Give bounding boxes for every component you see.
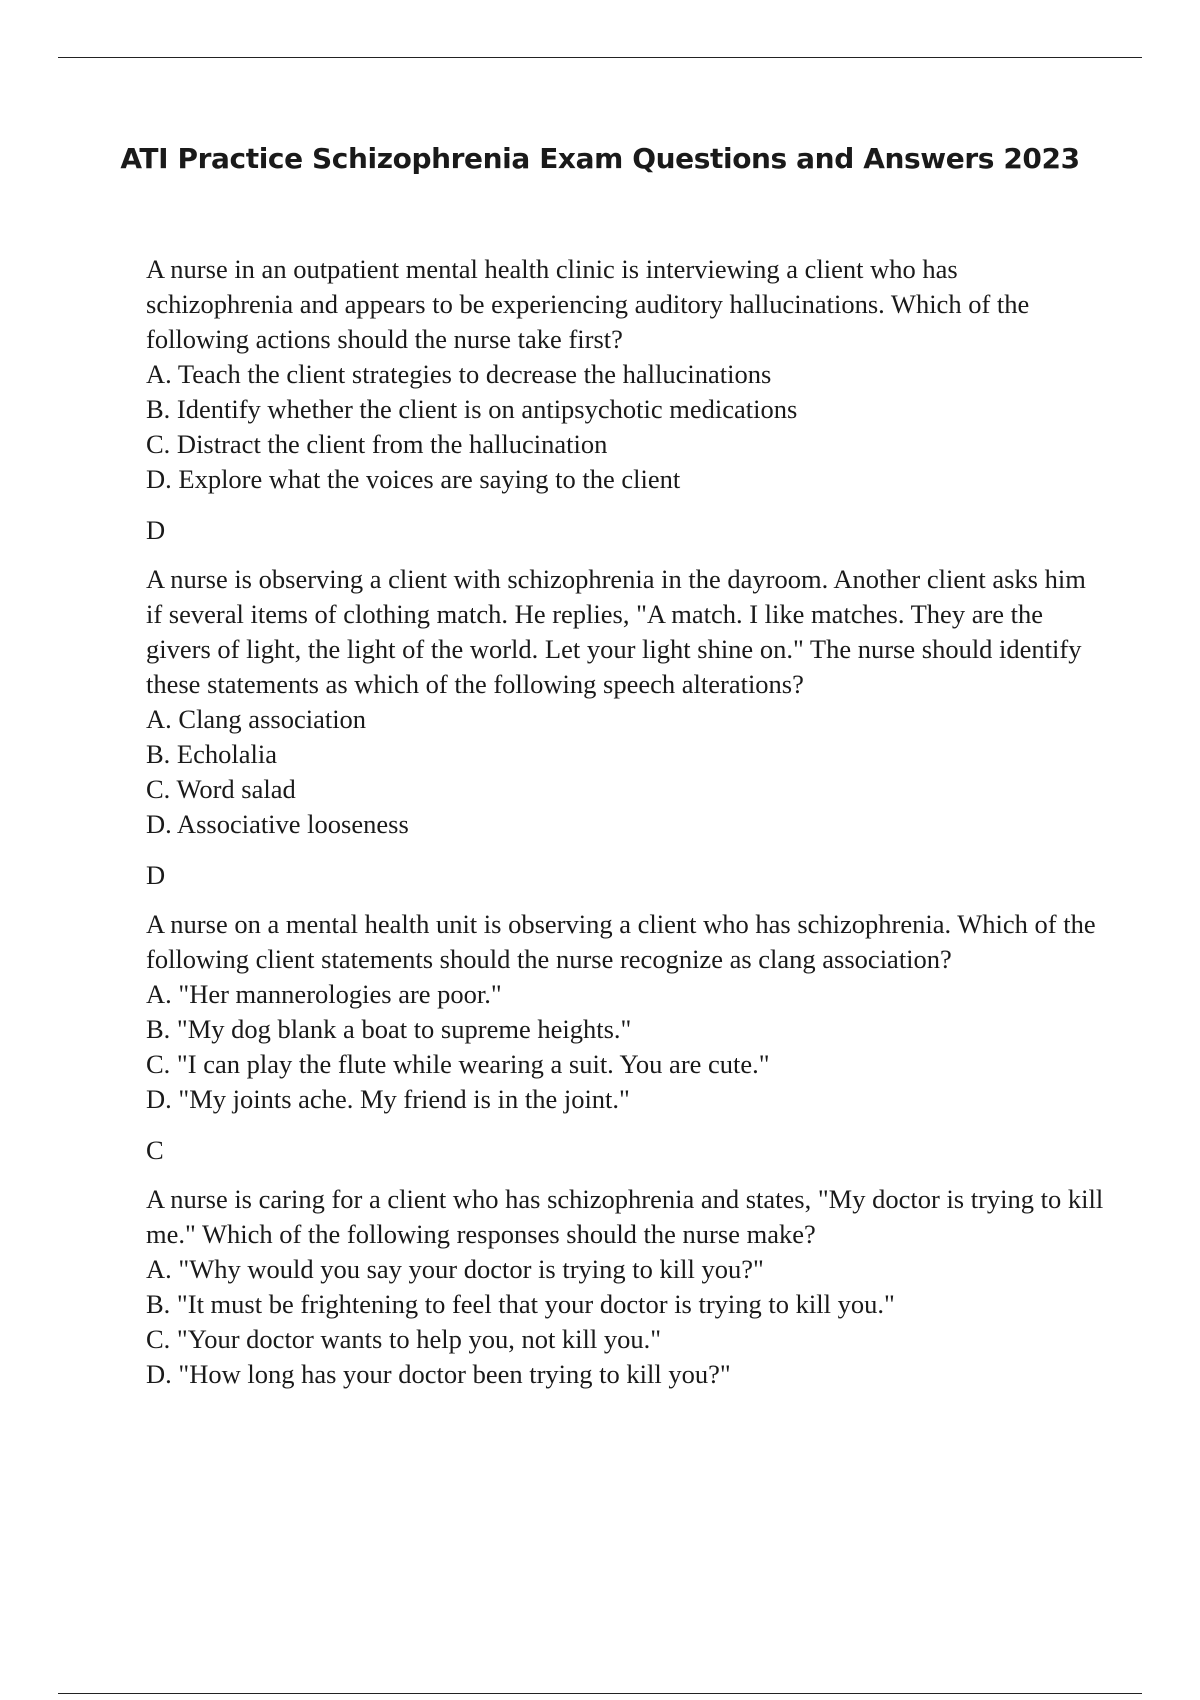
answer-options — [146, 702, 1106, 842]
question-2 — [146, 562, 1106, 893]
option-c: C. "Your doctor wants to help you, not kill you." — [146, 1324, 662, 1354]
answer-options — [146, 977, 1106, 1117]
option-d: D. "How long has your doctor been trying to kill you?" — [146, 1359, 731, 1389]
question-stem: A nurse in an outpatient mental health clinic is interviewing a client who has schizophrenia and appears to be experiencing auditory hallucinations. Which of the following actions should the nurse take first? — [146, 254, 1030, 354]
correct-answer: C — [146, 1135, 164, 1165]
question-list — [146, 252, 1106, 1392]
answer-options — [146, 1252, 1106, 1392]
option-d: D. Associative looseness — [146, 809, 409, 839]
document-title: ATI Practice Schizophrenia Exam Questions and Answers 2023 — [120, 142, 1080, 175]
question-stem: A nurse is caring for a client who has schizophrenia and states, "My doctor is trying to kill me." Which of the following responses should the nurse make? — [146, 1184, 1104, 1249]
option-b: B. "It must be frightening to feel that your doctor is trying to kill you." — [146, 1289, 895, 1319]
option-a: A. "Her mannerologies are poor." — [146, 979, 502, 1009]
option-b: B. Identify whether the client is on antipsychotic medications — [146, 394, 798, 424]
option-b: B. "My dog blank a boat to supreme heights." — [146, 1014, 632, 1044]
option-d: D. "My joints ache. My friend is in the joint." — [146, 1084, 630, 1114]
correct-answer: D — [146, 515, 166, 545]
question-4 — [146, 1182, 1106, 1392]
question-1 — [146, 252, 1106, 548]
question-stem: A nurse is observing a client with schizophrenia in the dayroom. Another client asks him if several items of clothing match. He replies, "A match. I like matches. They are the givers of light, the light of the world. Let your light shine on." The nurse should identify these statements as which of the following speech alterations? — [146, 564, 1086, 699]
option-d: D. Explore what the voices are saying to the client — [146, 464, 681, 494]
option-a: A. "Why would you say your doctor is trying to kill you?" — [146, 1254, 764, 1284]
answer-options — [146, 357, 1106, 497]
question-stem: A nurse on a mental health unit is observing a client who has schizophrenia. Which of the following client statements should the nurse recognize as clang association? — [146, 909, 1096, 974]
correct-answer: D — [146, 860, 166, 890]
option-a: A. Teach the client strategies to decrease the hallucinations — [146, 359, 772, 389]
bottom-rule — [58, 1693, 1142, 1694]
question-3 — [146, 907, 1106, 1168]
option-c: C. Distract the client from the hallucination — [146, 429, 608, 459]
option-c: C. Word salad — [146, 774, 296, 804]
option-a: A. Clang association — [146, 704, 367, 734]
option-c: C. "I can play the flute while wearing a suit. You are cute." — [146, 1049, 770, 1079]
top-rule — [58, 57, 1142, 58]
option-b: B. Echolalia — [146, 739, 277, 769]
